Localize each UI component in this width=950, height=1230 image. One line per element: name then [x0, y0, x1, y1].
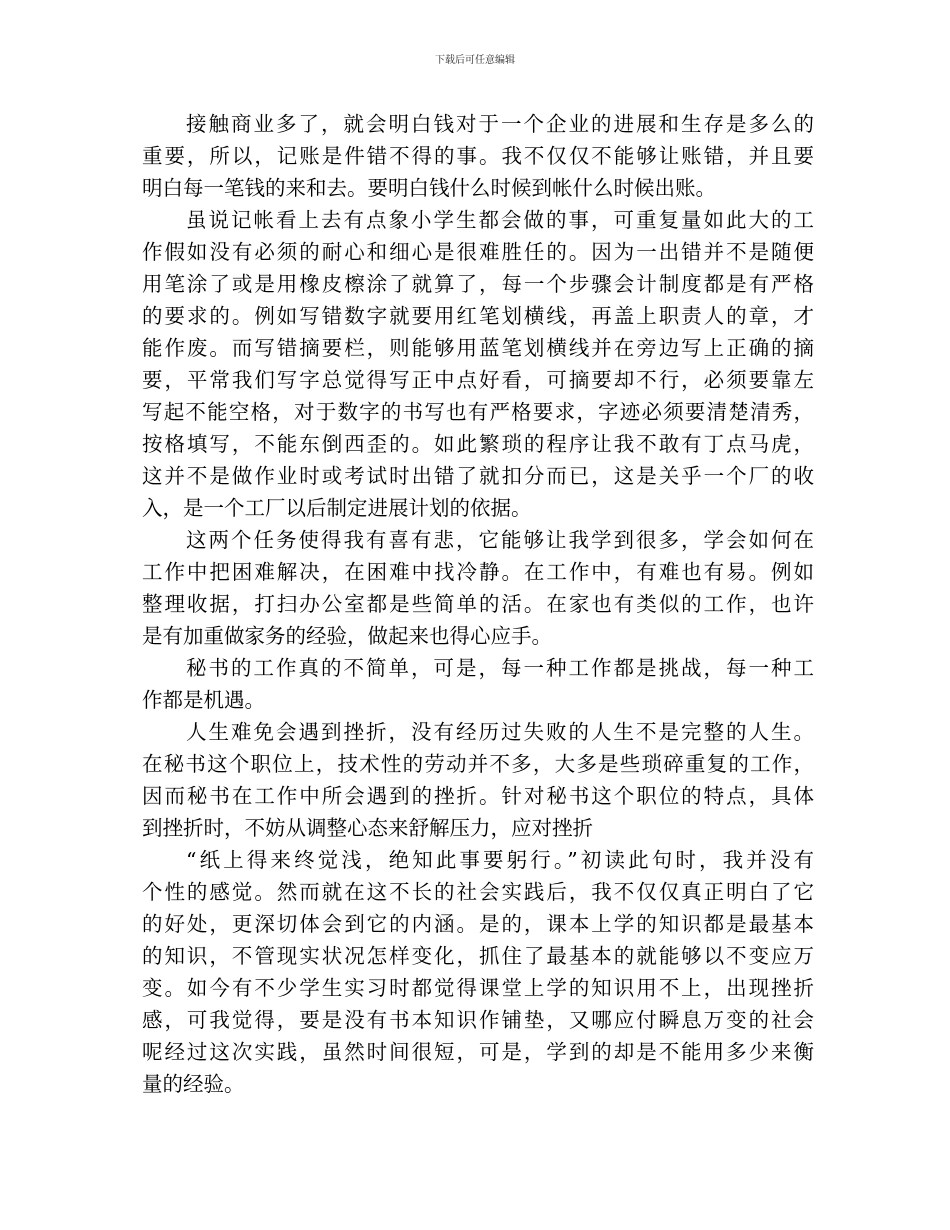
- text-line: 是有加重做家务的经验，做起来也得心应手。: [142, 624, 552, 648]
- text-line: 作都是机遇。: [142, 688, 265, 712]
- text-line: 重要，所以，记账是件错不得的事。我不仅仅不能够让账错，并且要: [142, 144, 814, 168]
- text-line: 虽说记帐看上去有点象小学生都会做的事，可重复量如此大的工: [186, 208, 814, 232]
- text-line: “纸上得来终觉浅，绝知此事要躬行。”初读此句时，我并没有: [186, 848, 814, 872]
- text-line: 人生难免会遇到挫折，没有经历过失败的人生不是完整的人生。: [186, 720, 814, 744]
- text-line: 的要求的。例如写错数字就要用红笔划横线，再盖上职责人的章，才: [142, 304, 814, 328]
- text-line: 因而秘书在工作中所会遇到的挫折。针对秘书这个职位的特点，具体: [142, 784, 814, 808]
- text-line: 接触商业多了，就会明白钱对于一个企业的进展和生存是多么的: [186, 112, 814, 136]
- text-line: 明白每一笔钱的来和去。要明白钱什么时候到帐什么时候出账。: [142, 176, 716, 200]
- text-line: 的知识，不管现实状况怎样变化，抓住了最基本的就能够以不变应万: [142, 944, 814, 968]
- text-line: 用笔涂了或是用橡皮檫涂了就算了，每一个步骤会计制度都是有严格: [142, 272, 814, 296]
- paragraph: [142, 652, 814, 716]
- text-line: 在秘书这个职位上，技术性的劳动并不多，大多是些琐碎重复的工作，: [142, 752, 814, 776]
- page-header: 下载后可任意编辑: [435, 55, 515, 66]
- text-line: 感，可我觉得，要是没有书本知识作铺垫，又哪应付瞬息万变的社会: [142, 1008, 814, 1032]
- text-line: 这并不是做作业时或考试时出错了就扣分而已，这是关乎一个厂的收: [142, 464, 814, 488]
- text-line: 这两个任务使得我有喜有悲，它能够让我学到很多，学会如何在: [186, 528, 814, 552]
- text-line: 变。如今有不少学生实习时都觉得课堂上学的知识用不上，出现挫折: [142, 976, 814, 1000]
- text-line: 工作中把困难解决，在困难中找冷静。在工作中，有难也有易。例如: [142, 560, 814, 584]
- paragraph: [142, 524, 814, 652]
- text-line: 秘书的工作真的不简单，可是，每一种工作都是挑战，每一种工: [186, 656, 814, 680]
- paragraph: [142, 844, 814, 1100]
- text-line: 要，平常我们写字总觉得写正中点好看，可摘要却不行，必须要靠左: [142, 368, 814, 392]
- text-line: 整理收据，打扫办公室都是些简单的活。在家也有类似的工作，也许: [142, 592, 814, 616]
- text-line: 到挫折时，不妨从调整心态来舒解压力，应对挫折: [142, 816, 593, 840]
- text-line: 呢经过这次实践，虽然时间很短，可是，学到的却是不能用多少来衡: [142, 1040, 814, 1064]
- paragraph: [142, 716, 814, 844]
- text-line: 个性的感觉。然而就在这不长的社会实践后，我不仅仅真正明白了它: [142, 880, 814, 904]
- text-line: 入，是一个工厂以后制定进展计划的依据。: [142, 496, 532, 520]
- paragraph: [142, 204, 814, 524]
- text-line: 的好处，更深切体会到它的内涵。是的，课本上学的知识都是最基本: [142, 912, 814, 936]
- text-line: 写起不能空格，对于数字的书写也有严格要求，字迹必须要清楚清秀，: [142, 400, 814, 424]
- text-line: 能作废。而写错摘要栏，则能够用蓝笔划横线并在旁边写上正确的摘: [142, 336, 814, 360]
- text-line: 作假如没有必须的耐心和细心是很难胜任的。因为一出错并不是随便: [142, 240, 814, 264]
- paragraph: [142, 108, 814, 204]
- text-line: 按格填写，不能东倒西歪的。如此繁琐的程序让我不敢有丁点马虎，: [142, 432, 814, 456]
- document-body: [142, 108, 814, 1100]
- text-line: 量的经验。: [142, 1072, 245, 1096]
